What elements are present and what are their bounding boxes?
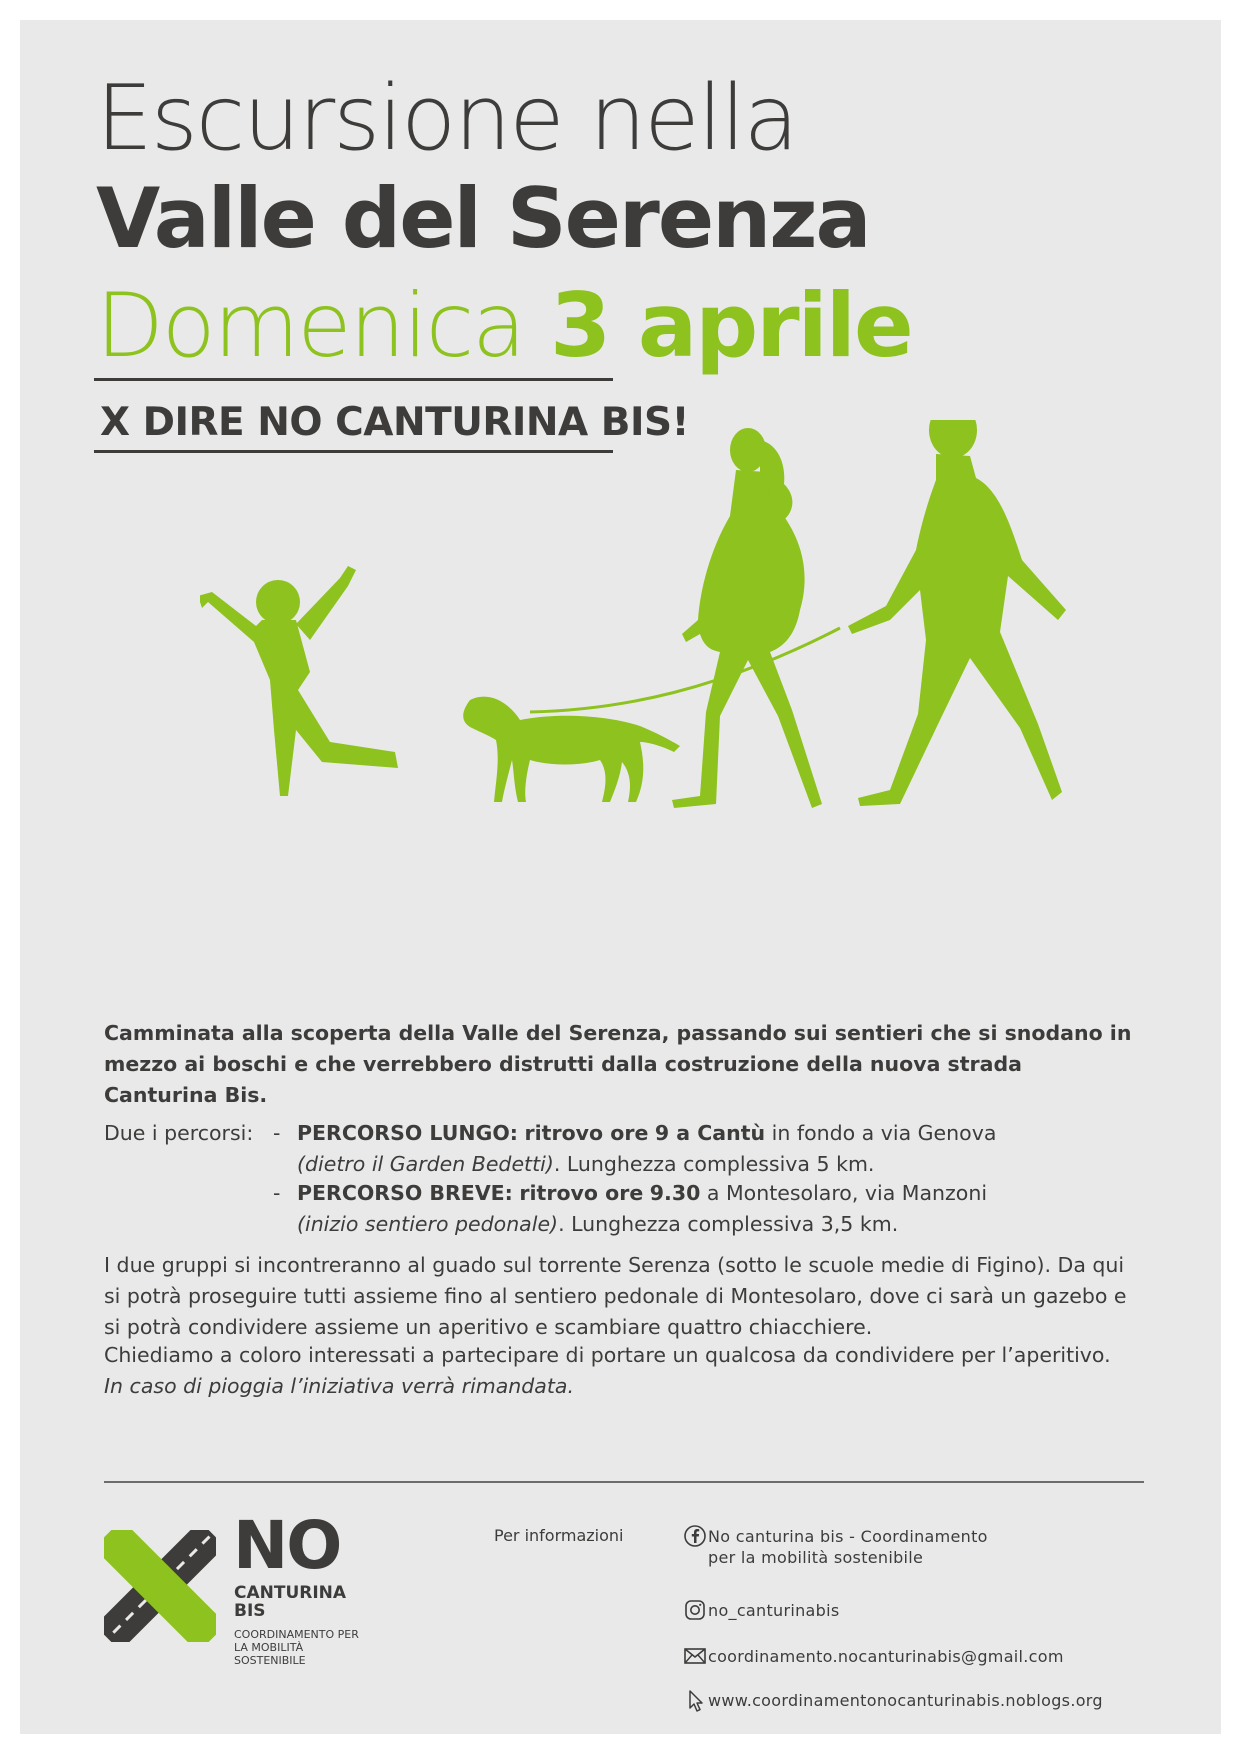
routes-label: Due i percorsi: xyxy=(104,1121,254,1145)
logo-canturina: CANTURINA xyxy=(234,1583,347,1603)
instagram-icon xyxy=(682,1597,708,1623)
event-date xyxy=(96,274,912,377)
route-meet-time: 9 a Cantù xyxy=(654,1121,766,1145)
event-weekday: Domenica xyxy=(96,274,524,377)
route-name: PERCORSO BREVE: xyxy=(297,1181,513,1205)
facebook-icon xyxy=(682,1523,708,1549)
dog-figure xyxy=(463,697,680,802)
contact-facebook-line2: per la mobilità sostenibile xyxy=(708,1548,924,1567)
family-walking-illustration xyxy=(200,420,1200,910)
route-meet-prefix: ritrovo ore xyxy=(519,1181,644,1205)
man-figure xyxy=(848,420,1066,806)
route-meet-time: 9.30 xyxy=(649,1181,701,1205)
rain-note: In caso di pioggia l’iniziativa verrà rimandata. xyxy=(104,1374,574,1398)
title-line-2: Valle del Serenza xyxy=(96,170,870,267)
info-label: Per informazioni xyxy=(494,1526,624,1545)
route-dash: - xyxy=(273,1181,281,1205)
bring-text: Chiediamo a coloro interessati a partecipare di portare un qualcosa da condividere per l’aperitivo. xyxy=(104,1343,1111,1367)
contact-instagram[interactable]: no_canturinabis xyxy=(708,1601,840,1620)
title-line-1: Escursione nella xyxy=(96,66,797,171)
route-dash: - xyxy=(273,1121,281,1145)
route-location: a Montesolaro, via Manzoni xyxy=(706,1181,988,1205)
logo-cross-icon xyxy=(104,1530,216,1642)
route-name: PERCORSO LUNGO: xyxy=(297,1121,518,1145)
route-location: in fondo a via Genova xyxy=(771,1121,997,1145)
route-note: (dietro il Garden Bedetti) xyxy=(297,1152,554,1176)
email-icon xyxy=(682,1643,708,1669)
intro-paragraph: Camminata alla scoperta della Valle del Serenza, passando sui sentieri che si snodano in mezzo ai boschi e che verrebbero distrutti dalla costruzione della nuova strada Canturina Bis. xyxy=(104,1021,1132,1107)
slogan: X DIRE NO CANTURINA BIS! xyxy=(100,400,689,445)
contact-facebook-line1: No canturina bis - Coordinamento xyxy=(708,1527,988,1546)
cursor-icon xyxy=(682,1688,708,1714)
route-meet-prefix: ritrovo ore xyxy=(524,1121,649,1145)
contact-facebook[interactable] xyxy=(708,1526,1178,1568)
event-day-month: 3 aprile xyxy=(549,274,912,377)
child-figure xyxy=(200,566,398,796)
logo-subtitle: COORDINAMENTO PER LA MOBILITÀ SOSTENIBILE xyxy=(234,1628,359,1667)
route-length: . Lunghezza complessiva 3,5 km. xyxy=(558,1212,899,1236)
route-note: (inizio sentiero pedonale) xyxy=(297,1212,559,1236)
contact-website[interactable]: www.coordinamentonocanturinabis.noblogs.org xyxy=(708,1691,1103,1710)
contact-email[interactable]: coordinamento.nocanturinabis@gmail.com xyxy=(708,1647,1064,1666)
logo-bis: BIS xyxy=(234,1601,266,1621)
poster xyxy=(20,20,1221,1734)
footer-divider xyxy=(104,1481,1144,1483)
slogan-top-rule xyxy=(94,378,613,381)
woman-figure xyxy=(672,428,822,808)
logo-no: NO xyxy=(233,1507,341,1584)
logo-canturina-bis xyxy=(234,1584,374,1620)
meeting-paragraph: I due gruppi si incontreranno al guado sul torrente Serenza (sotto le scuole medie di Figino). Da qui si potrà proseguire tutti assieme fino al sentiero pedonale di Montesolaro, dove ci sarà un gazebo e si potrà condividere assieme un aperitivo e scambiare quattro chiacchiere. xyxy=(104,1253,1127,1339)
route-length: . Lunghezza complessiva 5 km. xyxy=(553,1152,875,1176)
bring-paragraph xyxy=(104,1340,1144,1402)
